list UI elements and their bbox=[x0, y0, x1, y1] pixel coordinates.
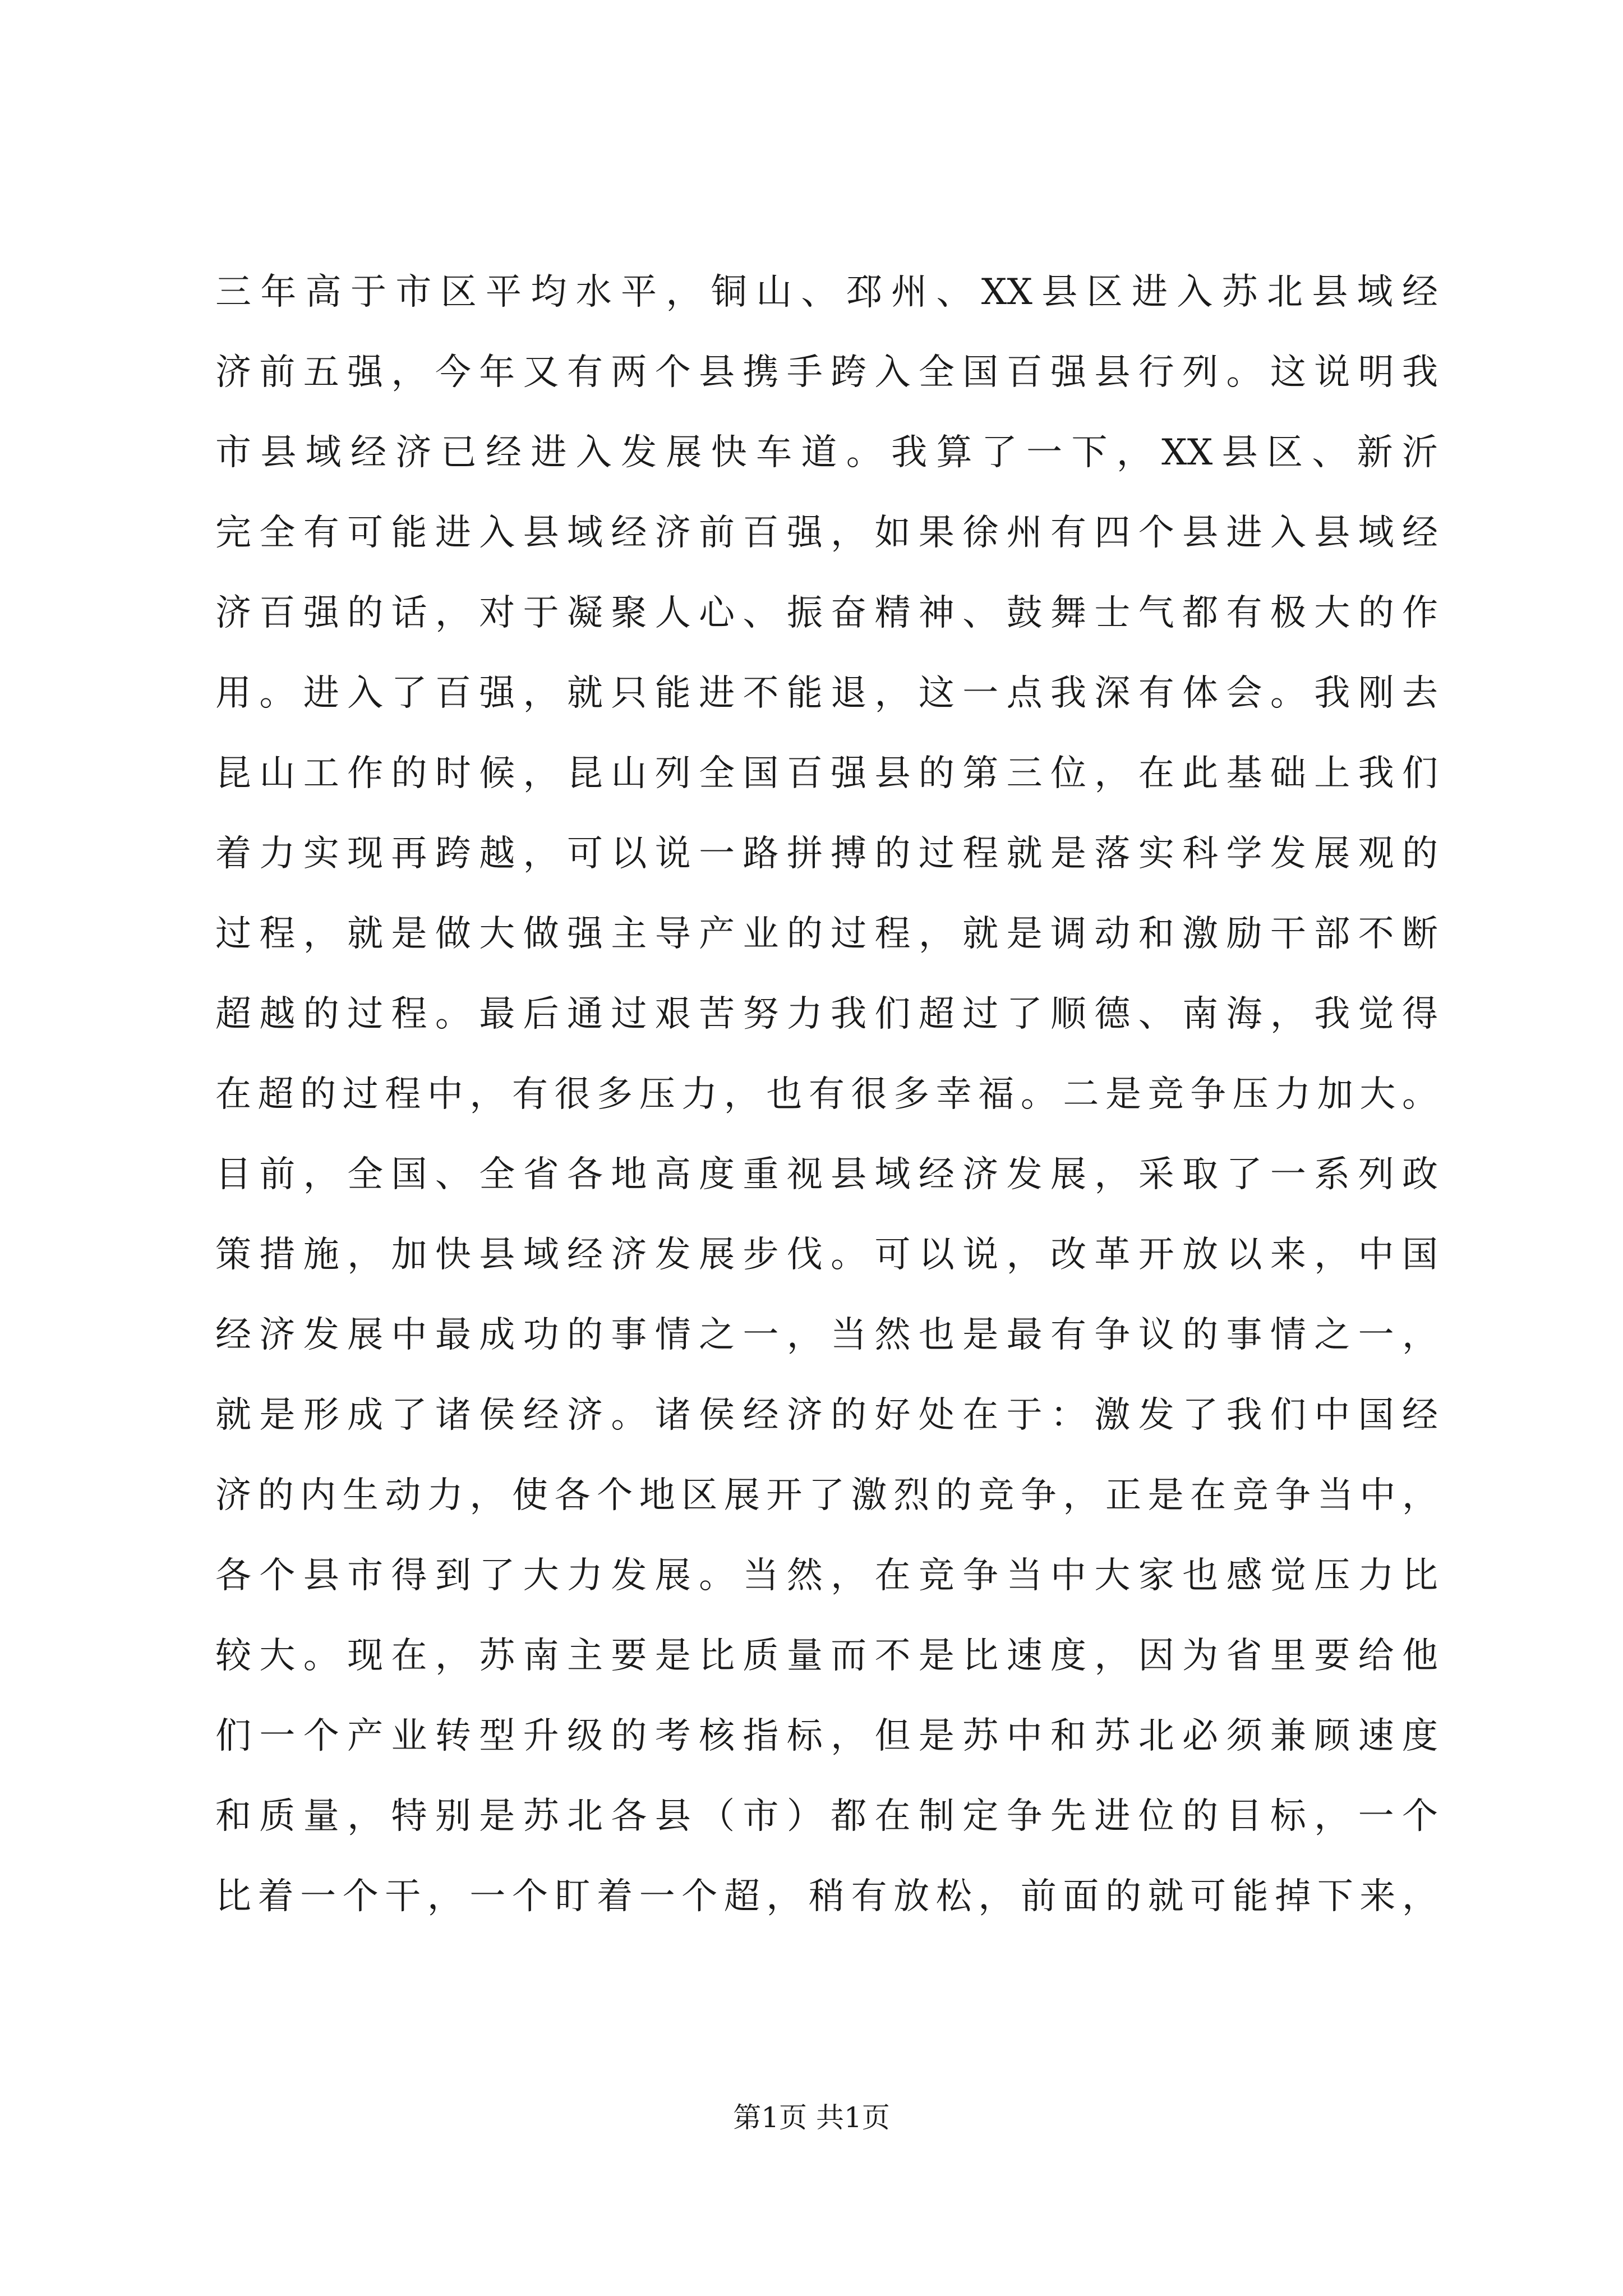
text-line: 经济发展中最成功的事情之一，当然也是最有争议的事情之一， bbox=[215, 1314, 1438, 1356]
page-number: 第1页 共1页 bbox=[733, 2101, 890, 2134]
text-line: 策措施，加快县域经济发展步伐。可以说，改革开放以来，中国 bbox=[215, 1234, 1438, 1276]
text-line: 济百强的话，对于凝聚人心、振奋精神、鼓舞士气都有极大的作 bbox=[215, 592, 1438, 634]
text-line: 在超的过程中，有很多压力，也有很多幸福。二是竞争压力加大。 bbox=[215, 1074, 1438, 1115]
text-line: 过程，就是做大做强主导产业的过程，就是调动和激励干部不断 bbox=[215, 913, 1438, 955]
text-line: 用。进入了百强，就只能进不能退，这一点我深有体会。我刚去 bbox=[215, 673, 1438, 714]
text-line: 济前五强，今年又有两个县携手跨入全国百强县行列。这说明我 bbox=[215, 352, 1438, 393]
page-footer bbox=[0, 2098, 1623, 2137]
text-line: 完全有可能进入县域经济前百强，如果徐州有四个县进入县域经 bbox=[215, 512, 1438, 554]
text-line: 就是形成了诸侯经济。诸侯经济的好处在于：激发了我们中国经 bbox=[215, 1395, 1438, 1436]
text-line: 目前，全国、全省各地高度重视县域经济发展，采取了一系列政 bbox=[215, 1154, 1438, 1195]
text-line: 超越的过程。最后通过艰苦努力我们超过了顺德、南海，我觉得 bbox=[215, 993, 1438, 1035]
text-line: 和质量，特别是苏北各县（市）都在制定争先进位的目标，一个 bbox=[215, 1796, 1438, 1837]
text-line: 三年高于市区平均水平，铜山、邳州、XX县区进入苏北县域经 bbox=[215, 272, 1438, 313]
text-line: 比着一个干，一个盯着一个超，稍有放松，前面的就可能掉下来， bbox=[215, 1876, 1438, 1917]
text-line: 着力实现再跨越，可以说一路拼搏的过程就是落实科学发展观的 bbox=[215, 833, 1438, 875]
text-line: 济的内生动力，使各个地区展开了激烈的竞争，正是在竞争当中， bbox=[215, 1475, 1438, 1516]
text-line: 较大。现在，苏南主要是比质量而不是比速度，因为省里要给他 bbox=[215, 1635, 1438, 1677]
text-line: 们一个产业转型升级的考核指标，但是苏中和苏北必须兼顾速度 bbox=[215, 1715, 1438, 1757]
text-line: 各个县市得到了大力发展。当然，在竞争当中大家也感觉压力比 bbox=[215, 1555, 1438, 1596]
body-paragraph bbox=[215, 252, 1438, 1937]
text-line: 市县域经济已经进入发展快车道。我算了一下，XX县区、新沂 bbox=[215, 432, 1438, 473]
text-line: 昆山工作的时候，昆山列全国百强县的第三位，在此基础上我们 bbox=[215, 753, 1438, 794]
